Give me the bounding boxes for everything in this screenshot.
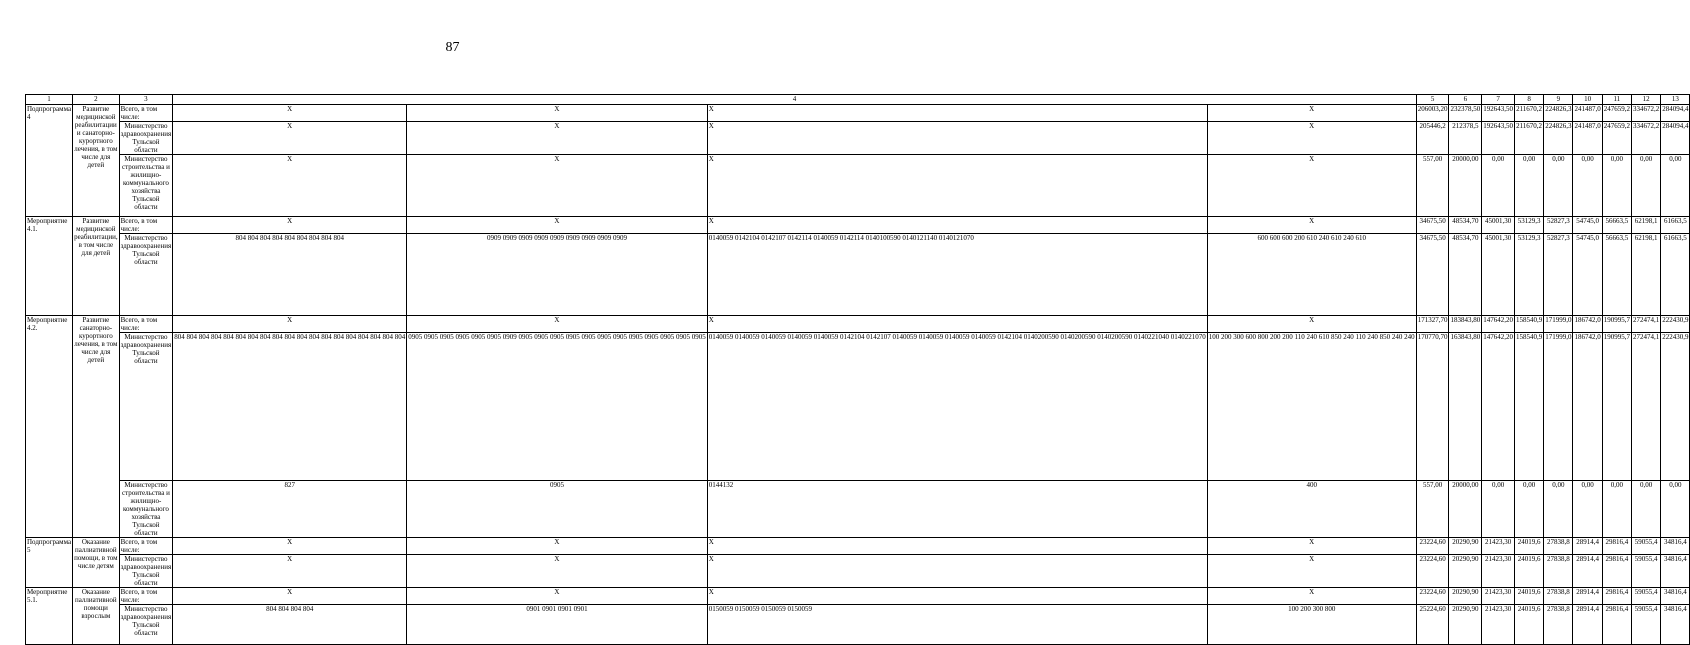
budget-code-cell: 0909 0909 0909 0909 0909 0909 0909 0909 0909 [407,234,708,316]
program-description-cell: Оказание паллиативной помощи, в том числе детям [73,538,120,588]
program-description-cell: Развитие медицинской реабилитации, в том числе для детей [73,217,120,316]
amount-cell: 20000,00 [1449,155,1482,217]
budget-code-cell: 0905 [407,481,708,538]
column-header: 1 [26,95,73,105]
budget-code-cell: Х [707,316,1207,333]
budget-table [25,94,1690,645]
amount-cell: 0,00 [1573,481,1602,538]
amount-cell: 334672,2 [1631,105,1660,122]
budget-code-cell: Х [407,122,708,155]
responsible-cell: Министерство строительства и жилищно-коммунального хозяйства Тульской области [119,481,173,538]
amount-cell: 20290,90 [1449,538,1482,555]
amount-cell: 24019,6 [1514,605,1543,645]
column-header: 7 [1482,95,1515,105]
budget-code-cell: Х [407,316,708,333]
amount-cell: 0,00 [1573,155,1602,217]
amount-cell: 232378,50 [1449,105,1482,122]
budget-code-cell: 804 804 804 804 [173,605,407,645]
budget-code-cell: Х [173,316,407,333]
amount-cell: 29816,4 [1602,538,1631,555]
budget-code-cell: 0144132 [707,481,1207,538]
amount-cell: 171999,0 [1544,333,1573,481]
amount-cell: 224826,3 [1544,105,1573,122]
amount-cell: 28914,4 [1573,605,1602,645]
amount-cell: 0,00 [1482,481,1515,538]
amount-cell: 284094,4 [1661,105,1690,122]
amount-cell: 59055,4 [1631,555,1660,588]
amount-cell: 272474,1 [1631,316,1660,333]
budget-code-cell: Х [173,155,407,217]
budget-code-cell: Х [173,555,407,588]
amount-cell: 28914,4 [1573,555,1602,588]
column-header: 4 [173,95,1416,105]
amount-cell: 0,00 [1514,155,1543,217]
responsible-cell: Всего, в том числе: [119,538,173,555]
amount-cell: 21423,30 [1482,588,1515,605]
column-header: 9 [1544,95,1573,105]
column-header: 3 [119,95,173,105]
amount-cell: 21423,30 [1482,555,1515,588]
amount-cell: 241487,0 [1573,122,1602,155]
amount-cell: 557,00 [1416,481,1449,538]
amount-cell: 183843,80 [1449,316,1482,333]
amount-cell: 158540,9 [1514,316,1543,333]
program-name-cell: Мероприятие 4.1. [26,217,73,316]
column-header: 11 [1602,95,1631,105]
budget-code-cell: Х [173,588,407,605]
amount-cell: 171999,0 [1544,316,1573,333]
amount-cell: 56663,5 [1602,217,1631,234]
table-row [26,155,1690,217]
amount-cell: 0,00 [1544,481,1573,538]
program-name-cell: Подпрограмма 4 [26,105,73,217]
amount-cell: 190995,7 [1602,316,1631,333]
budget-code-cell: Х [707,217,1207,234]
amount-cell: 0,00 [1631,155,1660,217]
responsible-cell: Министерство здравоохранения Тульской области [119,234,173,316]
column-header-row [26,95,1690,105]
amount-cell: 186742,0 [1573,316,1602,333]
amount-cell: 0,00 [1661,155,1690,217]
budget-code-cell: 100 200 300 800 [1207,605,1416,645]
amount-cell: 53129,3 [1514,234,1543,316]
column-header: 8 [1514,95,1543,105]
amount-cell: 247659,2 [1602,105,1631,122]
amount-cell: 163843,80 [1449,333,1482,481]
amount-cell: 34675,50 [1416,234,1449,316]
amount-cell: 34816,4 [1661,538,1690,555]
amount-cell: 222430,9 [1661,316,1690,333]
table-row [26,316,1690,333]
budget-code-cell: 0905 0905 0905 0905 0905 0905 0909 0905 0905 0905 0905 0905 0905 0905 0905 0905 0905 0905 0905 [407,333,708,481]
budget-code-cell: Х [407,155,708,217]
amount-cell: 27838,8 [1544,588,1573,605]
budget-code-cell: Х [407,555,708,588]
amount-cell: 62198,1 [1631,217,1660,234]
amount-cell: 45001,30 [1482,234,1515,316]
amount-cell: 28914,4 [1573,538,1602,555]
amount-cell: 25224,60 [1416,605,1449,645]
responsible-cell: Министерство здравоохранения Тульской области [120,555,172,587]
program-name-cell: Мероприятие 5.1. [26,588,73,645]
amount-cell: 45001,30 [1482,217,1515,234]
table-row [26,555,1690,588]
amount-cell: 171327,70 [1416,316,1449,333]
amount-cell: 48534,70 [1449,217,1482,234]
column-header: 6 [1449,95,1482,105]
amount-cell: 272474,1 [1631,333,1660,481]
amount-cell: 24019,6 [1514,588,1543,605]
budget-code-cell: 0150059 0150059 0150059 0150059 [707,605,1207,645]
amount-cell: 212378,5 [1449,122,1482,155]
amount-cell: 192643,50 [1482,105,1515,122]
amount-cell: 186742,0 [1573,333,1602,481]
amount-cell: 284094,4 [1661,122,1690,155]
amount-cell: 211670,2 [1514,122,1543,155]
amount-cell: 21423,30 [1482,605,1515,645]
amount-cell: 147642,20 [1482,333,1515,481]
responsible-cell: Министерство здравоохранения Тульской области [119,605,173,645]
budget-code-cell: Х [1207,538,1416,555]
budget-code-cell: 400 [1207,481,1416,538]
program-name-cell: Подпрограмма 5 [26,538,73,588]
table-row [26,588,1690,605]
amount-cell: 23224,60 [1416,588,1449,605]
amount-cell: 557,00 [1416,155,1449,217]
amount-cell: 29816,4 [1602,555,1631,588]
amount-cell: 190995,7 [1602,333,1631,481]
column-header: 12 [1631,95,1660,105]
budget-code-cell: Х [407,217,708,234]
budget-code-cell: Х [1207,105,1416,122]
table-row [26,122,1690,155]
table-row [26,605,1690,645]
amount-cell: 20000,00 [1449,481,1482,538]
budget-code-cell: 804 804 804 804 804 804 804 804 804 [173,234,407,316]
budget-code-cell: Х [173,217,407,234]
amount-cell: 0,00 [1602,481,1631,538]
table-row [26,217,1690,234]
budget-code-cell: 0140059 0142104 0142107 0142114 0140059 0142114 0140100590 0140121140 0140121070 [707,234,1207,316]
amount-cell: 27838,8 [1544,555,1573,588]
amount-cell: 21423,30 [1482,538,1515,555]
budget-code-cell: Х [1207,155,1416,217]
amount-cell: 52827,3 [1544,234,1573,316]
amount-cell: 20290,90 [1449,605,1482,645]
amount-cell: 23224,60 [1416,538,1449,555]
responsible-cell: Министерство здравоохранения Тульской области [120,122,172,154]
budget-code-cell: Х [1207,588,1416,605]
budget-code-cell: Х [1207,217,1416,234]
amount-cell: 0,00 [1544,155,1573,217]
budget-code-cell: Х [173,122,407,155]
budget-code-cell: Х [407,538,708,555]
amount-cell: 61663,5 [1661,234,1690,316]
amount-cell: 0,00 [1482,155,1515,217]
amount-cell: 48534,70 [1449,234,1482,316]
page-number: 87 [445,40,460,55]
program-description-cell: Развитие медицинской реабилитации и санаторно-курортного лечения, в том числе для детей [73,105,120,217]
amount-cell: 192643,50 [1482,122,1515,155]
budget-code-cell: 827 [173,481,407,538]
responsible-cell: Всего, в том числе: [119,588,173,605]
budget-code-cell: Х [173,105,407,122]
budget-code-cell: Х [173,538,407,555]
amount-cell: 56663,5 [1602,234,1631,316]
budget-code-cell: Х [707,538,1207,555]
budget-code-cell: Х [707,155,1207,217]
responsible-cell: Министерство строительства и жилищно-коммунального хозяйства Тульской области [119,155,173,217]
budget-code-cell: Х [407,588,708,605]
column-header: 13 [1661,95,1690,105]
amount-cell: 0,00 [1514,481,1543,538]
budget-code-cell: Х [1207,555,1416,588]
amount-cell: 59055,4 [1631,605,1660,645]
amount-cell: 0,00 [1661,481,1690,538]
amount-cell: 23224,60 [1416,555,1449,588]
table-row [26,538,1690,555]
amount-cell: 29816,4 [1602,605,1631,645]
program-name-cell: Мероприятие 4.2. [26,316,73,538]
amount-cell: 59055,4 [1631,588,1660,605]
budget-code-cell: Х [1207,316,1416,333]
amount-cell: 27838,8 [1544,605,1573,645]
amount-cell: 147642,20 [1482,316,1515,333]
amount-cell: 20290,90 [1449,555,1482,588]
table-row [26,481,1690,538]
amount-cell: 222430,9 [1661,333,1690,481]
amount-cell: 34675,50 [1416,217,1449,234]
amount-cell: 28914,4 [1573,588,1602,605]
responsible-cell: Министерство здравоохранения Тульской области [119,333,173,481]
amount-cell: 34816,4 [1661,555,1690,588]
responsible-cell: Всего, в том числе: [119,105,173,122]
amount-cell: 224826,3 [1544,122,1573,155]
budget-code-cell: Х [707,122,1207,155]
program-description-cell: Оказание паллиативной помощи взрослым [73,588,120,645]
amount-cell: 59055,4 [1631,538,1660,555]
amount-cell: 247659,2 [1602,122,1631,155]
budget-code-cell: 600 600 600 200 610 240 610 240 610 [1207,234,1416,316]
budget-code-cell: Х [707,588,1207,605]
amount-cell: 34816,4 [1661,588,1690,605]
column-header: 2 [73,95,120,105]
column-header: 10 [1573,95,1602,105]
amount-cell: 20290,90 [1449,588,1482,605]
responsible-cell: Всего, в том числе: [119,316,173,333]
amount-cell: 205446,2 [1416,122,1449,155]
budget-code-cell: Х [1207,122,1416,155]
amount-cell: 24019,6 [1514,555,1543,588]
amount-cell: 27838,8 [1544,538,1573,555]
program-description-cell: Развитие санаторно-курортного лечения, в том числе для детей [73,316,120,538]
table-row [26,234,1690,316]
column-header: 5 [1416,95,1449,105]
budget-code-cell: 100 200 300 600 800 200 200 110 240 610 850 240 110 240 850 240 240 [1207,333,1416,481]
amount-cell: 54745,0 [1573,234,1602,316]
budget-code-cell: Х [707,105,1207,122]
budget-code-cell: 804 804 804 804 804 804 804 804 804 804 804 804 804 804 804 804 804 804 804 [173,333,407,481]
amount-cell: 334672,2 [1631,122,1660,155]
amount-cell: 24019,6 [1514,538,1543,555]
table-row [26,333,1690,481]
amount-cell: 62198,1 [1631,234,1660,316]
amount-cell: 53129,3 [1514,217,1543,234]
amount-cell: 29816,4 [1602,588,1631,605]
amount-cell: 61663,5 [1661,217,1690,234]
budget-code-cell: Х [407,105,708,122]
amount-cell: 52827,3 [1544,217,1573,234]
amount-cell: 158540,9 [1514,333,1543,481]
amount-cell: 211670,2 [1514,105,1543,122]
amount-cell: 54745,0 [1573,217,1602,234]
budget-code-cell: Х [707,555,1207,588]
budget-code-cell: 0901 0901 0901 0901 [407,605,708,645]
amount-cell: 34816,4 [1661,605,1690,645]
amount-cell: 170770,70 [1416,333,1449,481]
table-row [26,105,1690,122]
amount-cell: 241487,0 [1573,105,1602,122]
budget-code-cell: 0140059 0140059 0140059 0140059 0140059 0142104 0142107 0140059 0140059 0140059 0140059 0142104 0140200590 0140200590 0140200590 0140221040 0140221070 [707,333,1207,481]
responsible-cell: Всего, в том числе: [119,217,173,234]
amount-cell: 0,00 [1631,481,1660,538]
amount-cell: 206003,20 [1416,105,1449,122]
amount-cell: 0,00 [1602,155,1631,217]
